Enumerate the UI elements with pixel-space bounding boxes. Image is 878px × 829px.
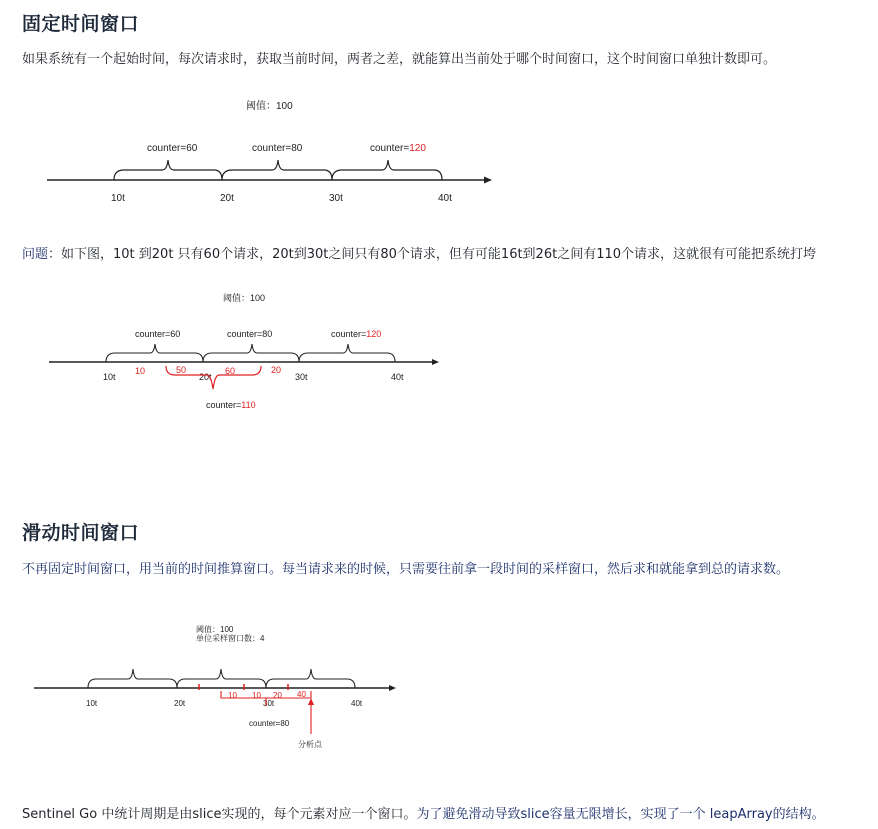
window-braces	[114, 160, 442, 180]
axis-arrow	[484, 177, 492, 184]
tick-label: 30t	[329, 193, 343, 204]
problem-paragraph	[22, 243, 816, 262]
tick-label: 10t	[111, 193, 125, 204]
tick-label: 30t	[295, 372, 308, 382]
counter-label: counter=120	[370, 143, 426, 154]
footer-text-part2: 为了避免滑动导致slice容量无限增长，实现了一个 leapArray的结构。	[416, 807, 825, 822]
section-title-fixed-window: 固定时间窗口	[22, 13, 140, 35]
sub-count: 10	[252, 691, 261, 700]
fixed-window-diagram	[0, 90, 500, 210]
analysis-point-label: 分析点	[298, 740, 322, 749]
tick-label: 40t	[351, 699, 363, 708]
sub-count: 40	[297, 690, 306, 699]
sub-count: 60	[225, 366, 236, 376]
sub-count: 10	[135, 366, 146, 376]
threshold-label: 阈值：100	[246, 101, 293, 112]
analysis-arrow	[308, 698, 314, 705]
threshold-label: 阈值：100	[196, 625, 234, 634]
tick-label: 30t	[263, 699, 275, 708]
problem-label: 问题	[22, 247, 49, 262]
sub-count: 20	[273, 691, 282, 700]
sliding-window-description: 不再固定时间窗口，用当前的时间推算窗口。每当请求来的时候，只需要往前拿一段时间的采样窗口，然后求和就能拿到总的请求数。	[22, 562, 790, 577]
section-title-sliding-window: 滑动时间窗口	[22, 522, 140, 544]
overlap-counter-label: counter=110	[206, 400, 256, 410]
axis-arrow	[389, 685, 396, 691]
window-braces	[88, 669, 355, 688]
counter-label: counter=60	[147, 143, 198, 154]
axis-arrow	[432, 359, 439, 365]
counter-label: counter=60	[135, 329, 181, 339]
tick-label: 10t	[86, 699, 98, 708]
tick-label: 20t	[174, 699, 186, 708]
tick-label: 20t	[220, 193, 234, 204]
problem-text: ：如下图，10t 到20t 只有60个请求，20t到30t之间只有80个请求，但有可能16t到26t之间有110个请求，这就很有可能把系统打垮	[48, 247, 817, 262]
tick-label: 10t	[103, 372, 116, 382]
sub-count: 10	[228, 691, 237, 700]
fixed-window-description: 如果系统有一个起始时间，每次请求时，获取当前时间，两者之差，就能算出当前处于哪个时间窗口，这个时间窗口单独计数即可。	[22, 52, 777, 67]
counter-label: counter=120	[331, 329, 382, 339]
sub-count: 20	[271, 365, 282, 375]
footer-text-part1: Sentinel Go 中统计周期是由slice实现的，每个元素对应一个窗口。	[22, 807, 417, 822]
tick-label: 40t	[391, 372, 404, 382]
sub-count: 50	[176, 365, 187, 375]
counter-label: counter=80	[249, 719, 290, 728]
sliding-window-diagram	[0, 618, 420, 758]
fixed-window-problem-diagram	[0, 285, 450, 415]
counter-label: counter=80	[227, 329, 273, 339]
window-braces	[106, 344, 395, 362]
threshold-label: 阈值：100	[223, 293, 266, 303]
tick-label: 20t	[199, 372, 212, 382]
sample-count-label: 单位采样窗口数：4	[196, 634, 265, 643]
footer-paragraph	[22, 803, 825, 822]
tick-label: 40t	[438, 193, 452, 204]
sample-markers	[199, 684, 288, 690]
counter-label: counter=80	[252, 143, 303, 154]
